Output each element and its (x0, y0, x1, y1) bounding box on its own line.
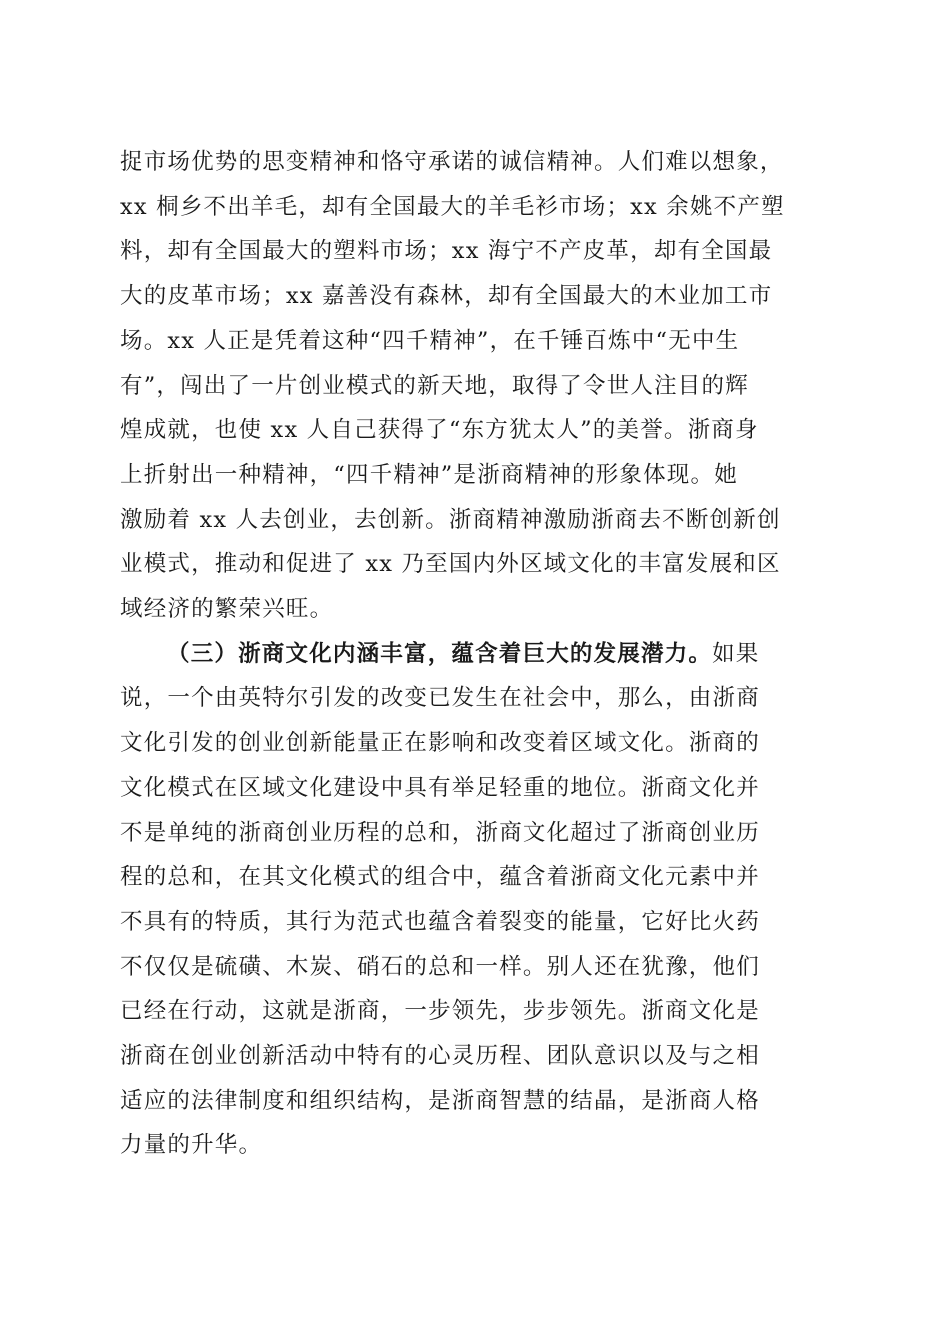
text-line: 大的皮革市场；xx 嘉善没有森林，却有全国最大的木业加工市 (120, 283, 773, 310)
heading-line-rest: 如果 (712, 640, 760, 667)
text-line: 力量的升华。 (120, 1132, 263, 1159)
text-line: 业模式，推动和促进了 xx 乃至国内外区域文化的丰富发展和区 (120, 551, 781, 578)
text-line: 浙商在创业创新活动中特有的心灵历程、团队意识以及与之相 (120, 1043, 760, 1070)
text-line: 不具有的特质，其行为范式也蕴含着裂变的能量，它好比火药 (120, 908, 760, 935)
text-line (120, 632, 825, 677)
text-line: 适应的法律制度和组织结构，是浙商智慧的结晶，是浙商人格 (120, 1087, 760, 1114)
text-line: 文化模式在区域文化建设中具有举足轻重的地位。浙商文化并 (120, 774, 760, 801)
text-line: 激励着 xx 人去创业，去创新。浙商精神激励浙商去不断创新创 (120, 506, 781, 533)
text-line: 不仅仅是硫磺、木炭、硝石的总和一样。别人还在犹豫，他们 (120, 953, 760, 980)
text-line: 不是单纯的浙商创业历程的总和，浙商文化超过了浙商创业历 (120, 819, 760, 846)
text-line: 场。xx 人正是凭着这种“四千精神”，在千锤百炼中“无中生 (120, 327, 740, 354)
section-heading: （三）浙商文化内涵丰富，蕴含着巨大的发展潜力。 (167, 640, 713, 667)
text-line: 有”，闯出了一片创业模式的新天地，取得了令世人注目的辉 (120, 372, 749, 399)
paragraph-zhejiang-spirit (120, 140, 825, 632)
text-line: xx 桐乡不出羊毛，却有全国最大的羊毛衫市场；xx 余姚不产塑 (120, 193, 785, 220)
paragraph-zhejiang-culture (120, 632, 825, 1168)
text-line: 捉市场优势的思变精神和恪守承诺的诚信精神。人们难以想象， (120, 149, 784, 175)
text-line: 上折射出一种精神，“四千精神”是浙商精神的形象体现。她 (120, 461, 738, 488)
text-line: 域经济的繁荣兴旺。 (120, 596, 334, 623)
document-body (120, 140, 825, 1168)
text-line: 程的总和，在其文化模式的组合中，蕴含着浙商文化元素中并 (120, 864, 760, 891)
text-line: 说，一个由英特尔引发的改变已发生在社会中，那么，由浙商 (120, 685, 760, 712)
text-line: 料，却有全国最大的塑料市场；xx 海宁不产皮革，却有全国最 (120, 238, 773, 265)
text-line: 煌成就，也使 xx 人自己获得了“东方犹太人”的美誉。浙商身 (120, 417, 759, 444)
text-line: 已经在行动，这就是浙商，一步领先，步步领先。浙商文化是 (120, 998, 760, 1025)
text-line: 文化引发的创业创新能量正在影响和改变着区域文化。浙商的 (120, 730, 760, 757)
